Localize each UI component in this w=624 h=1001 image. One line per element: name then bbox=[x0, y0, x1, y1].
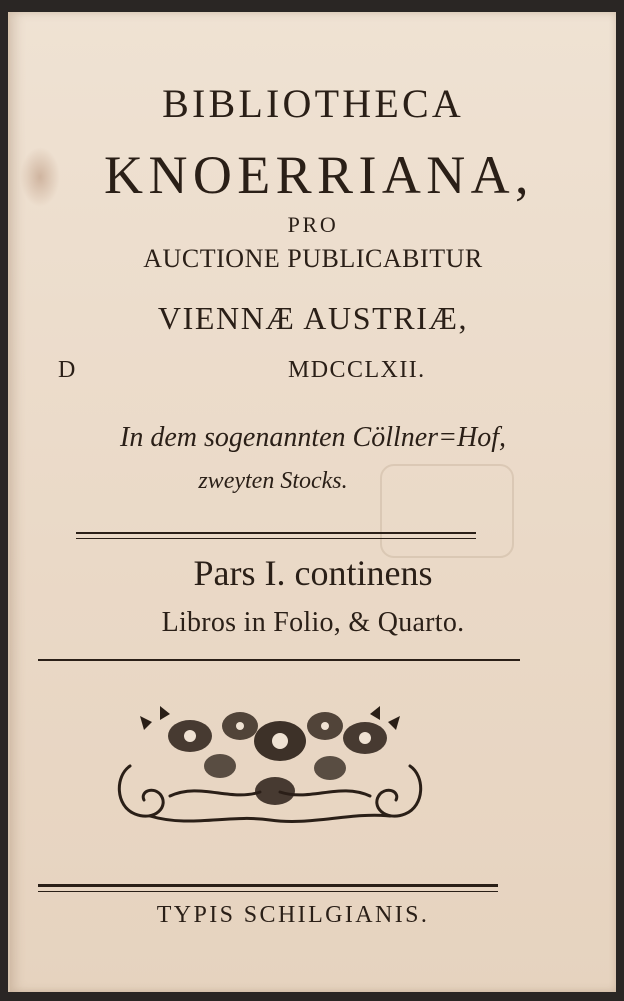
double-rule-bottom-thin bbox=[38, 891, 498, 892]
title-page bbox=[8, 12, 616, 992]
libros-line: Libros in Folio, & Quarto. bbox=[161, 607, 465, 638]
title-line-2: KNOERRIANA, bbox=[104, 145, 534, 205]
year: MDCCLXII. bbox=[288, 357, 426, 383]
double-rule-top-thin bbox=[76, 538, 476, 539]
double-rule-top bbox=[76, 532, 476, 534]
german-line-1: In dem sogenannten Cöllner=Hof, bbox=[120, 422, 506, 453]
floral-ornament-icon bbox=[110, 696, 430, 836]
rule-middle bbox=[38, 659, 520, 661]
pro-line: PRO bbox=[287, 212, 339, 237]
title-line-1: BIBLIOTHECA bbox=[162, 81, 464, 126]
auction-line: AUCTIONE PUBLICABITUR bbox=[143, 244, 483, 273]
german-line-2: zweyten Stocks. bbox=[198, 468, 348, 494]
date-prefix: D bbox=[58, 357, 76, 383]
double-rule-bottom bbox=[38, 884, 498, 887]
imprint-line: TYPIS SCHILGIANIS. bbox=[156, 902, 430, 928]
pars-line: Pars I. continens bbox=[193, 553, 433, 593]
place-line: VIENNÆ AUSTRIÆ, bbox=[157, 300, 469, 336]
